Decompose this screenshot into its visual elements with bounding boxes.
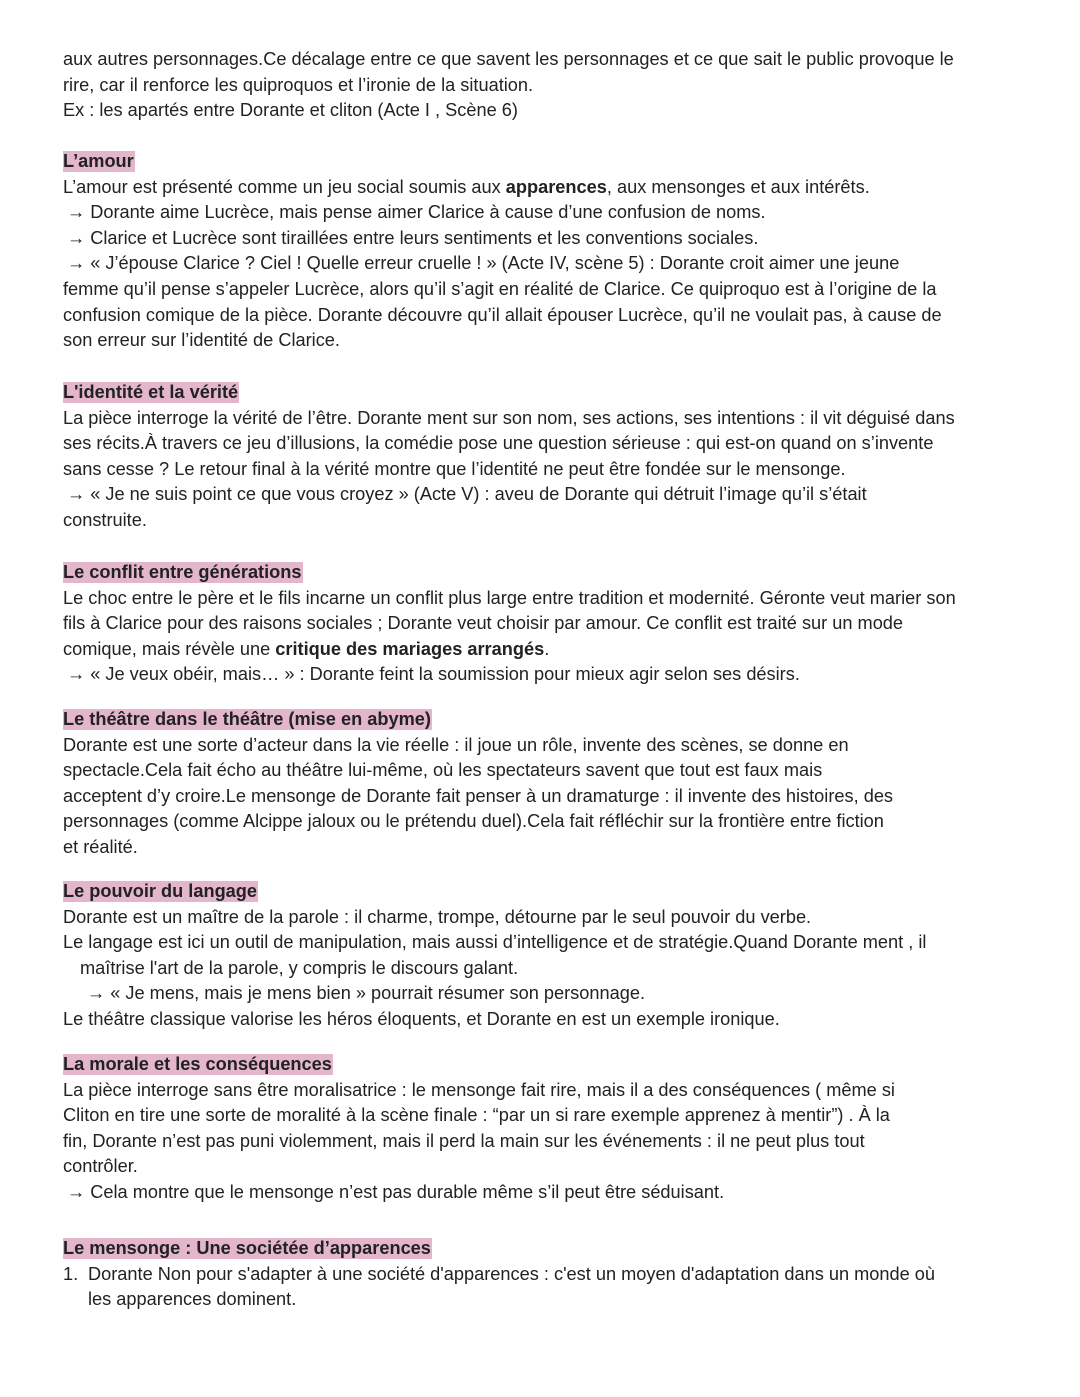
- text-line: Dorante Non pour s'adapter à une société d'apparences : c'est un moyen d'adaptation dans un monde où: [88, 1263, 936, 1284]
- arrow-line: → « Je ne suis point ce que vous croyez » (Acte V) : aveu de Dorante qui détruit l’image qu’il s’était: [67, 484, 867, 505]
- text-line: femme qu’il pense s’appeler Lucrèce, alors qu’il s’agit en réalité de Clarice. Ce quiproquo est à l’origine de la: [63, 278, 937, 299]
- text-line: acceptent d’y croire.Le mensonge de Dorante fait penser à un dramaturge : il invente des histoires, des: [63, 785, 894, 806]
- text-line: contrôler.: [63, 1156, 138, 1177]
- text-line: Dorante est une sorte d’acteur dans la vie réelle : il joue un rôle, invente des scènes, se donne en: [63, 734, 849, 755]
- bold-term: apparences: [505, 176, 607, 197]
- text-line: maîtrise l'art de la parole, y compris le discours galant.: [80, 957, 519, 978]
- text-line: et réalité.: [63, 836, 138, 857]
- text-line: La pièce interroge sans être moralisatrice : le mensonge fait rire, mais il a des conséquences ( même si: [63, 1079, 895, 1100]
- text-line: ses récits.À travers ce jeu d’illusions, la comédie pose une question sérieuse : qui est-on quand on s’invente: [63, 433, 934, 454]
- text-line: fin, Dorante n’est pas puni violemment, mais il perd la main sur les événements : il ne peut plus tout: [63, 1130, 865, 1151]
- section-mensonge: [63, 1236, 1023, 1313]
- section-heading: La morale et les conséquences: [63, 1054, 332, 1074]
- text-line: Le langage est ici un outil de manipulation, mais aussi d’intelligence et de stratégie.Quand Dorante ment , il: [63, 932, 927, 953]
- intro-paragraph: [63, 47, 1023, 124]
- section-heading: Le mensonge : Une sociétée d’apparences: [63, 1238, 431, 1258]
- text-line: spectacle.Cela fait écho au théâtre lui-même, où les spectateurs savent que tout est faux mais: [63, 760, 823, 781]
- arrow-line: → « Je mens, mais je mens bien » pourrait résumer son personnage.: [87, 983, 646, 1004]
- list-number: 1.: [63, 1263, 79, 1284]
- text-line: les apparences dominent.: [88, 1289, 297, 1310]
- text-line: rire, car il renforce les quiproquos et l’ironie de la situation.: [63, 74, 534, 95]
- text-line: Cliton en tire une sorte de moralité à la scène finale : “par un si rare exemple apprenez à mentir”) . À la: [63, 1105, 890, 1126]
- section-morale: [63, 1052, 1023, 1206]
- text-line: son erreur sur l’identité de Clarice.: [63, 330, 340, 351]
- text-line: Le théâtre classique valorise les héros éloquents, et Dorante en est un exemple ironique.: [63, 1008, 780, 1029]
- arrow-line: → « J’épouse Clarice ? Ciel ! Quelle erreur cruelle ! » (Acte IV, scène 5) : Dorante croit aimer une jeune: [67, 253, 900, 274]
- section-heading: L'identité et la vérité: [63, 382, 239, 402]
- section-heading: Le pouvoir du langage: [63, 881, 258, 901]
- text-line: confusion comique de la pièce. Dorante découvre qu’il allait épouser Lucrèce, qu’il ne voulait pas, à cause de: [63, 304, 942, 325]
- text-line: aux autres personnages.Ce décalage entre ce que savent les personnages et ce que sait le public provoque le: [63, 49, 954, 69]
- arrow-line: → « Je veux obéir, mais… » : Dorante feint la soumission pour mieux agir selon ses désirs.: [67, 664, 800, 685]
- section-heading: Le conflit entre générations: [63, 562, 302, 582]
- text-line: Dorante est un maître de la parole : il charme, trompe, détourne par le seul pouvoir du verbe.: [63, 906, 812, 927]
- text-line: comique, mais révèle une critique des mariages arrangés.: [63, 638, 550, 659]
- section-amour: [63, 149, 1023, 354]
- text-line: Ex : les apartés entre Dorante et cliton (Acte I , Scène 6): [63, 100, 518, 121]
- text-line: Le choc entre le père et le fils incarne un conflit plus large entre tradition et modernité. Géronte veut marier son: [63, 587, 956, 608]
- text-line: fils à Clarice pour des raisons sociales ; Dorante veut choisir par amour. Ce conflit est traité sur un mode: [63, 613, 904, 634]
- text-line: sans cesse ? Le retour final à la vérité montre que l’identité ne peut être fondée sur le mensonge.: [63, 458, 846, 479]
- section-conflit: [63, 560, 1023, 688]
- section-identite: [63, 380, 1023, 534]
- text-line: construite.: [63, 509, 147, 530]
- arrow-line: → Dorante aime Lucrèce, mais pense aimer Clarice à cause d’une confusion de noms.: [67, 202, 766, 223]
- bold-term: critique des mariages arrangés: [275, 638, 545, 659]
- list-item: [63, 1262, 1023, 1313]
- section-heading: L’amour: [63, 151, 134, 171]
- arrow-line: → Cela montre que le mensonge n’est pas durable même s’il peut être séduisant.: [67, 1181, 725, 1202]
- arrow-line: → Clarice et Lucrèce sont tiraillées entre leurs sentiments et les conventions sociales.: [67, 227, 759, 248]
- section-heading: Le théâtre dans le théâtre (mise en abyme): [63, 709, 431, 729]
- text-line: personnages (comme Alcippe jaloux ou le prétendu duel).Cela fait réfléchir sur la frontière entre fiction: [63, 811, 884, 832]
- section-langage: [63, 879, 1023, 1033]
- section-theatre: [63, 707, 1023, 861]
- text-line: L’amour est présenté comme un jeu social soumis aux apparences, aux mensonges et aux intérêts.: [63, 176, 870, 197]
- text-line: La pièce interroge la vérité de l’être. Dorante ment sur son nom, ses actions, ses intentions : il vit déguisé dans: [63, 407, 955, 428]
